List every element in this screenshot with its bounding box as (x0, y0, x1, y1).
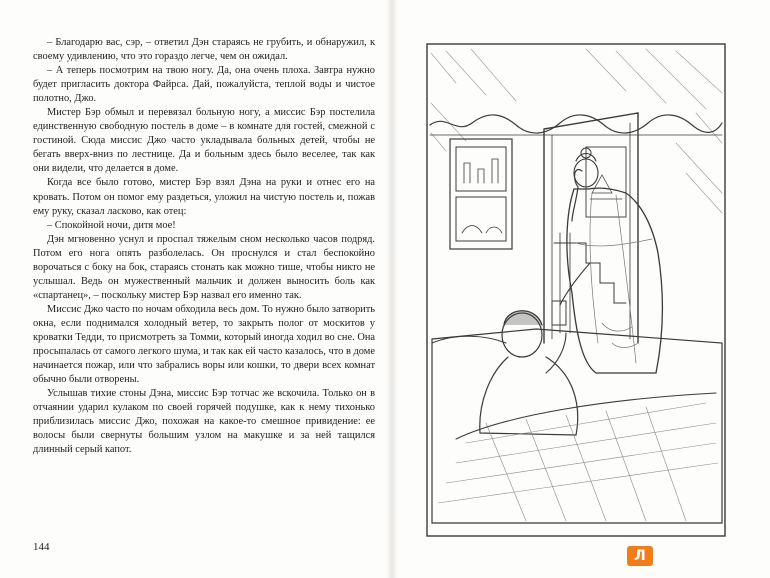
paragraph: Миссис Джо часто по ночам обходила весь дом. То нужно было затворить окна, если поднимался холодный ветер, то закрыть полог от москитов у кроватки Тедди, то присмотреть за Томми, который иногда ходил во сне. Она просыпалась от самого легкого шума, и так как ей часто казалось, что в доме начинается пожар, или что забрались воры или кошки, то двери всех комнат обычно были отворены. (33, 303, 375, 386)
publisher-logo: Л (627, 546, 653, 566)
body-text (33, 36, 375, 457)
paragraph: Мистер Бэр обмыл и перевязал больную ногу, а миссис Бэр постелила единственную свободную постель в доме – в комнате для гостей, смежной с гостиной. Сюда миссис Джо часто укладывала больных детей, чтобы не бегать вверх-вниз по лестнице. Да и больным здесь было веселее, так как они видели, что делается в доме. (33, 107, 375, 175)
paragraph: Услышав тихие стоны Дэна, миссис Бэр тотчас же вскочила. Только он в отчаянии ударил кулаком по своей горячей подушке, как к нему тихонько приблизилась миссис Джо, похожая на какое-то смешное привидение: ее волосы были свернуты большим узлом на макушке и за ней тащился длинный серый капот. (33, 388, 375, 456)
book-gutter (386, 0, 398, 578)
page-number: 144 (33, 541, 50, 553)
pencil-sketch-woman-and-boy-icon (426, 43, 726, 537)
paragraph: Когда все было готово, мистер Бэр взял Дэна на руки и отнес его на кровать. Потом он помог ему раздеться, уложил на чистую постель и, пожав ему руку, сказал ласково, как отец: (33, 177, 375, 217)
paragraph: – А теперь посмотрим на твою ногу. Да, она очень плоха. Завтра нужно будет пригласить доктора Файрса. Дай, пожалуйста, теплой воды и чистое полотно, Джо. (33, 65, 375, 105)
paragraph: – Благодарю вас, сэр, – ответил Дэн стараясь не грубить, и обнаружил, к своему удивлению, что это гораздо легче, чем он ожидал. (33, 37, 375, 63)
paragraph: – Спокойной ночи, дитя мое! (47, 219, 176, 231)
paragraph: Дэн мгновенно уснул и проспал тяжелым сном несколько часов подряд. Потом его нога опять разболелась. Он проснулся и стал беспокойно ворочаться с боку на бок, стараясь стонать как можно тише, чтобы никто не услышал. Ведь он мужественный мальчик и должен выносить боль как «спартанец», – поскольку мистер Бэр назвал его именно так. (33, 233, 375, 301)
